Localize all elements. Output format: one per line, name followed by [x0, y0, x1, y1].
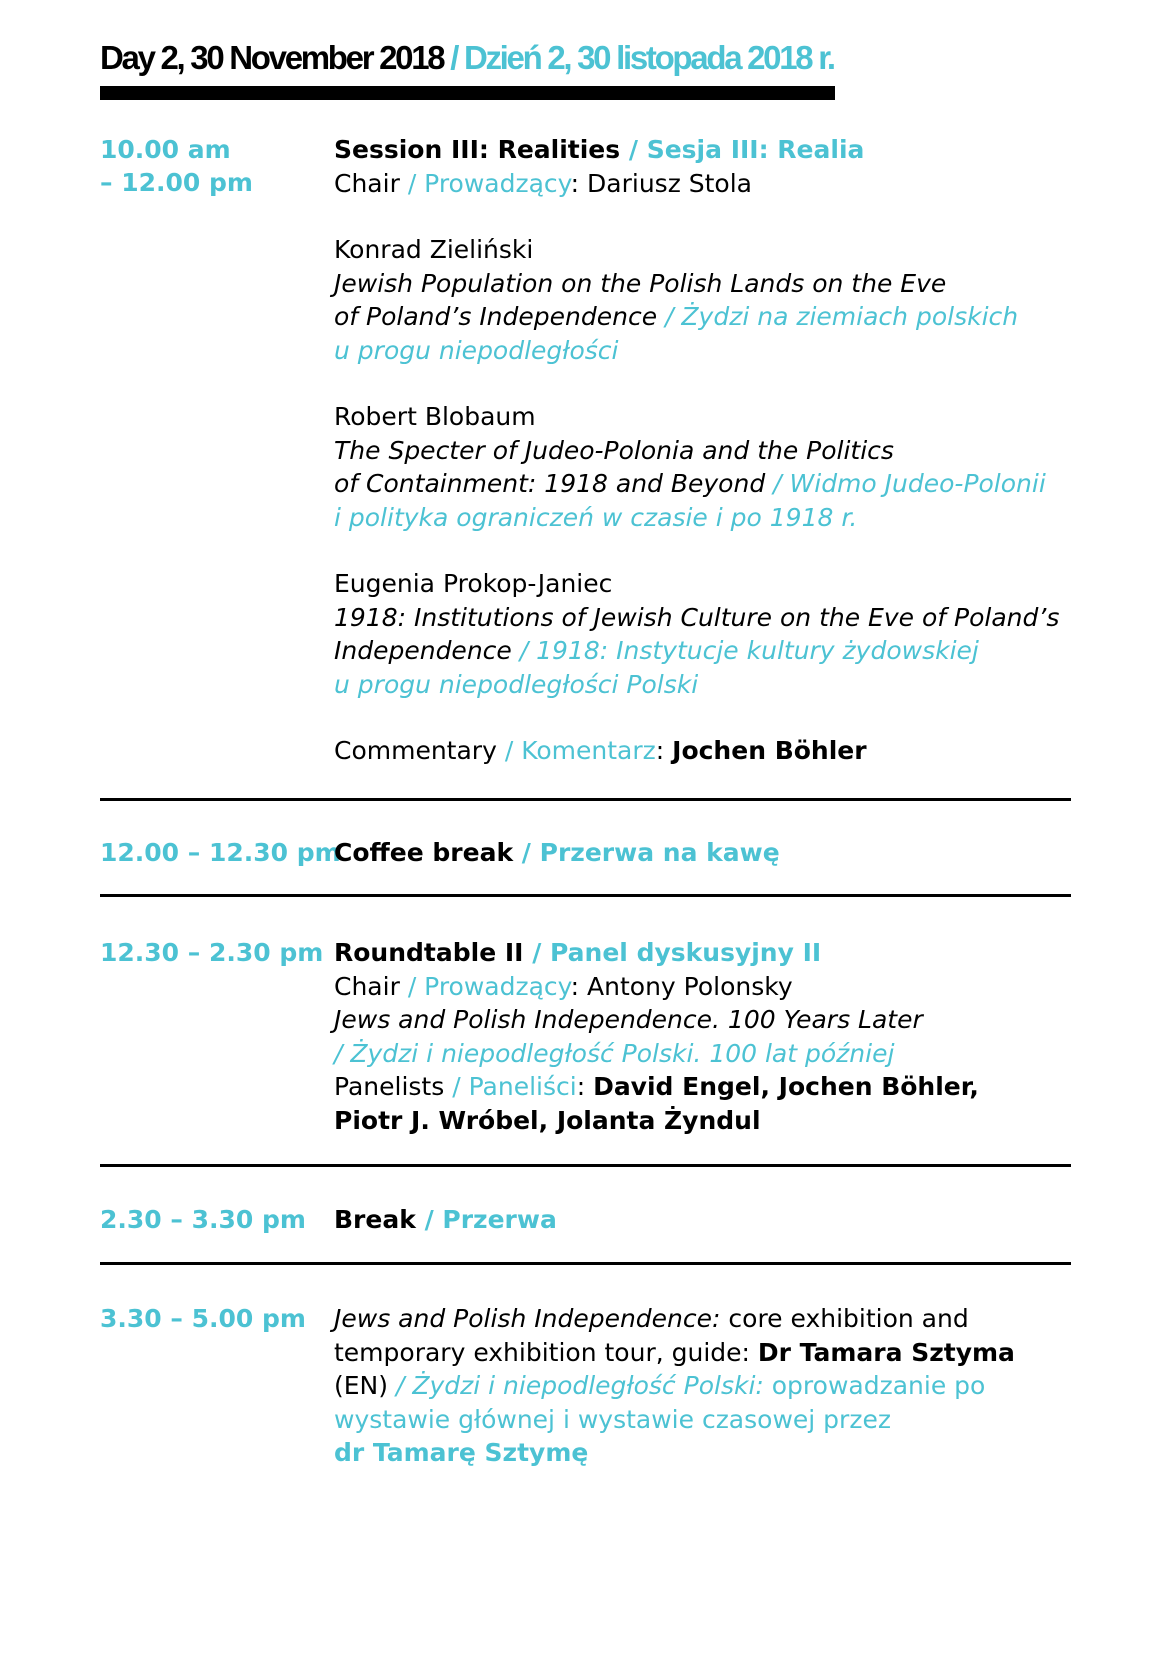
- roundtable-title-pl: / Panel dyskusyjny II: [532, 938, 822, 967]
- divider: [100, 894, 1071, 897]
- tour-guide-name: Dr Tamara Sztyma: [757, 1337, 1015, 1367]
- panelists-names: David Engel, Jochen Böhler,: [593, 1072, 979, 1101]
- coffee-time: 12.00 – 12.30 pm: [100, 838, 341, 867]
- talk-speaker: Robert Blobaum: [334, 402, 536, 431]
- talk-title-line: The Specter of Judeo-Polonia and the Politics: [334, 435, 894, 465]
- roundtable-panelists: Panelists / Paneliści: David Engel, Jochen Böhler,: [334, 1072, 979, 1101]
- page-header: [100, 36, 840, 80]
- coffee-title-pl: / Przerwa na kawę: [521, 838, 780, 867]
- spacer: [334, 200, 1074, 233]
- talk-title-line: Jewish Population on the Polish Lands on the Eve: [334, 268, 947, 298]
- talk-speaker: Konrad Zieliński: [334, 235, 534, 264]
- panelists-names-line2: Piotr J. Wróbel, Jolanta Żyndul: [334, 1105, 761, 1135]
- talk-title-pl: / 1918: Instytucje kultury żydowskiej: [519, 636, 979, 665]
- divider: [100, 798, 1071, 801]
- commentary-label-pl: / Komentarz: [504, 736, 656, 765]
- talk-title-en: of Containment: 1918 and Beyond: [334, 469, 766, 498]
- session3-title: [334, 133, 1074, 167]
- spacer: [334, 367, 1074, 400]
- tour-exhibition-title: Jews and Polish Independence:: [334, 1304, 721, 1333]
- chair-name: Antony Polonsky: [587, 971, 793, 1001]
- roundtable-title-en: Roundtable II: [334, 938, 524, 967]
- roundtable-block: [334, 936, 1074, 1137]
- panelists-label-pl: / Paneliści: [452, 1072, 577, 1101]
- day-title: [100, 36, 840, 80]
- break-block: [334, 1203, 1074, 1237]
- session3-time-start: 10.00 am: [100, 135, 231, 164]
- coffee-block: [334, 836, 1074, 870]
- roundtable-topic-en: Jews and Polish Independence. 100 Years Later: [334, 1005, 923, 1034]
- session3-time-end: – 12.00 pm: [100, 168, 253, 197]
- roundtable-time: 12.30 – 2.30 pm: [100, 938, 324, 967]
- tour-desc-pl: oprowadzanie po: [763, 1371, 986, 1400]
- tour-guide-name-pl: dr Tamarę Sztymę: [334, 1438, 589, 1467]
- talk-title-en: of Poland’s Independence: [334, 302, 658, 331]
- session3-title-en: Session III: Realities: [334, 135, 621, 164]
- roundtable-title: [334, 936, 1074, 970]
- talk-title-line: 1918: Institutions of Jewish Culture on the Eve of Poland’s: [334, 602, 1060, 632]
- tour-exhibition-title-pl: / Żydzi i niepodległość Polski:: [388, 1371, 764, 1400]
- tour-desc: temporary exhibition tour, guide:: [334, 1337, 758, 1367]
- session3-block: [334, 133, 1074, 768]
- day-title-pl: / Dzień 2, 30 listopada 2018 r.: [450, 39, 834, 76]
- talk-title-line: [334, 300, 1074, 334]
- session3-title-pl: / Sesja III: Realia: [628, 135, 865, 164]
- roundtable-chair: Chair / Prowadzący: Antony Polonsky: [334, 971, 793, 1001]
- commentary-label-en: Commentary: [334, 736, 497, 765]
- talk-title-pl: / Żydzi na ziemiach polskich: [665, 302, 1019, 331]
- chair-name: Dariusz Stola: [587, 168, 752, 198]
- talk-speaker: Eugenia Prokop-Janiec: [334, 569, 613, 598]
- chair-label-pl: / Prowadzący: [407, 168, 571, 198]
- chair-label-pl: / Prowadzący: [407, 971, 571, 1001]
- chair-label-en: Chair: [334, 971, 400, 1001]
- tour-line: [334, 1302, 1074, 1336]
- talk-title-line: [334, 634, 1074, 668]
- break-title: [334, 1203, 1074, 1237]
- talk-title-line: [334, 467, 1074, 501]
- tour-desc: core exhibition and: [720, 1304, 969, 1333]
- panelists-label-en: Panelists: [334, 1072, 445, 1101]
- spacer: [334, 534, 1074, 567]
- tour-block: [334, 1302, 1074, 1470]
- roundtable-topic-pl: / Żydzi i niepodległość Polski. 100 lat później: [334, 1038, 895, 1068]
- divider: [100, 1164, 1071, 1167]
- session3-commentary: Commentary / Komentarz: Jochen Böhler: [334, 736, 867, 765]
- day-title-en: Day 2, 30 November 2018: [100, 39, 444, 76]
- tour-line: [334, 1369, 1074, 1403]
- tour-desc-pl-line: wystawie głównej i wystawie czasowej przez: [334, 1404, 891, 1434]
- tour-language: (EN): [334, 1371, 389, 1400]
- break-title-en: Break: [334, 1205, 416, 1234]
- coffee-title: [334, 836, 1074, 870]
- chair-label-en: Chair: [334, 168, 400, 198]
- break-time: 2.30 – 3.30 pm: [100, 1205, 306, 1234]
- talk-title-pl-line: u progu niepodległości Polski: [334, 669, 699, 699]
- talk-title-pl: / Widmo Judeo-Polonii: [773, 469, 1046, 498]
- header-bar: [100, 86, 835, 100]
- talk-title-pl-line: i polityka ograniczeń w czasie i po 1918 r.: [334, 502, 858, 532]
- commentary-name: Jochen Böhler: [672, 736, 867, 765]
- session3-time: [100, 133, 253, 199]
- tour-line: [334, 1336, 1074, 1370]
- break-title-pl: / Przerwa: [424, 1205, 557, 1234]
- talk-title-pl-line: u progu niepodległości: [334, 335, 619, 365]
- divider: [100, 1262, 1071, 1265]
- spacer: [334, 701, 1074, 734]
- session3-chair: Chair / Prowadzący: Dariusz Stola: [334, 168, 752, 198]
- coffee-title-en: Coffee break: [334, 838, 514, 867]
- tour-time: 3.30 – 5.00 pm: [100, 1304, 306, 1333]
- talk-title-en: Independence: [334, 636, 512, 665]
